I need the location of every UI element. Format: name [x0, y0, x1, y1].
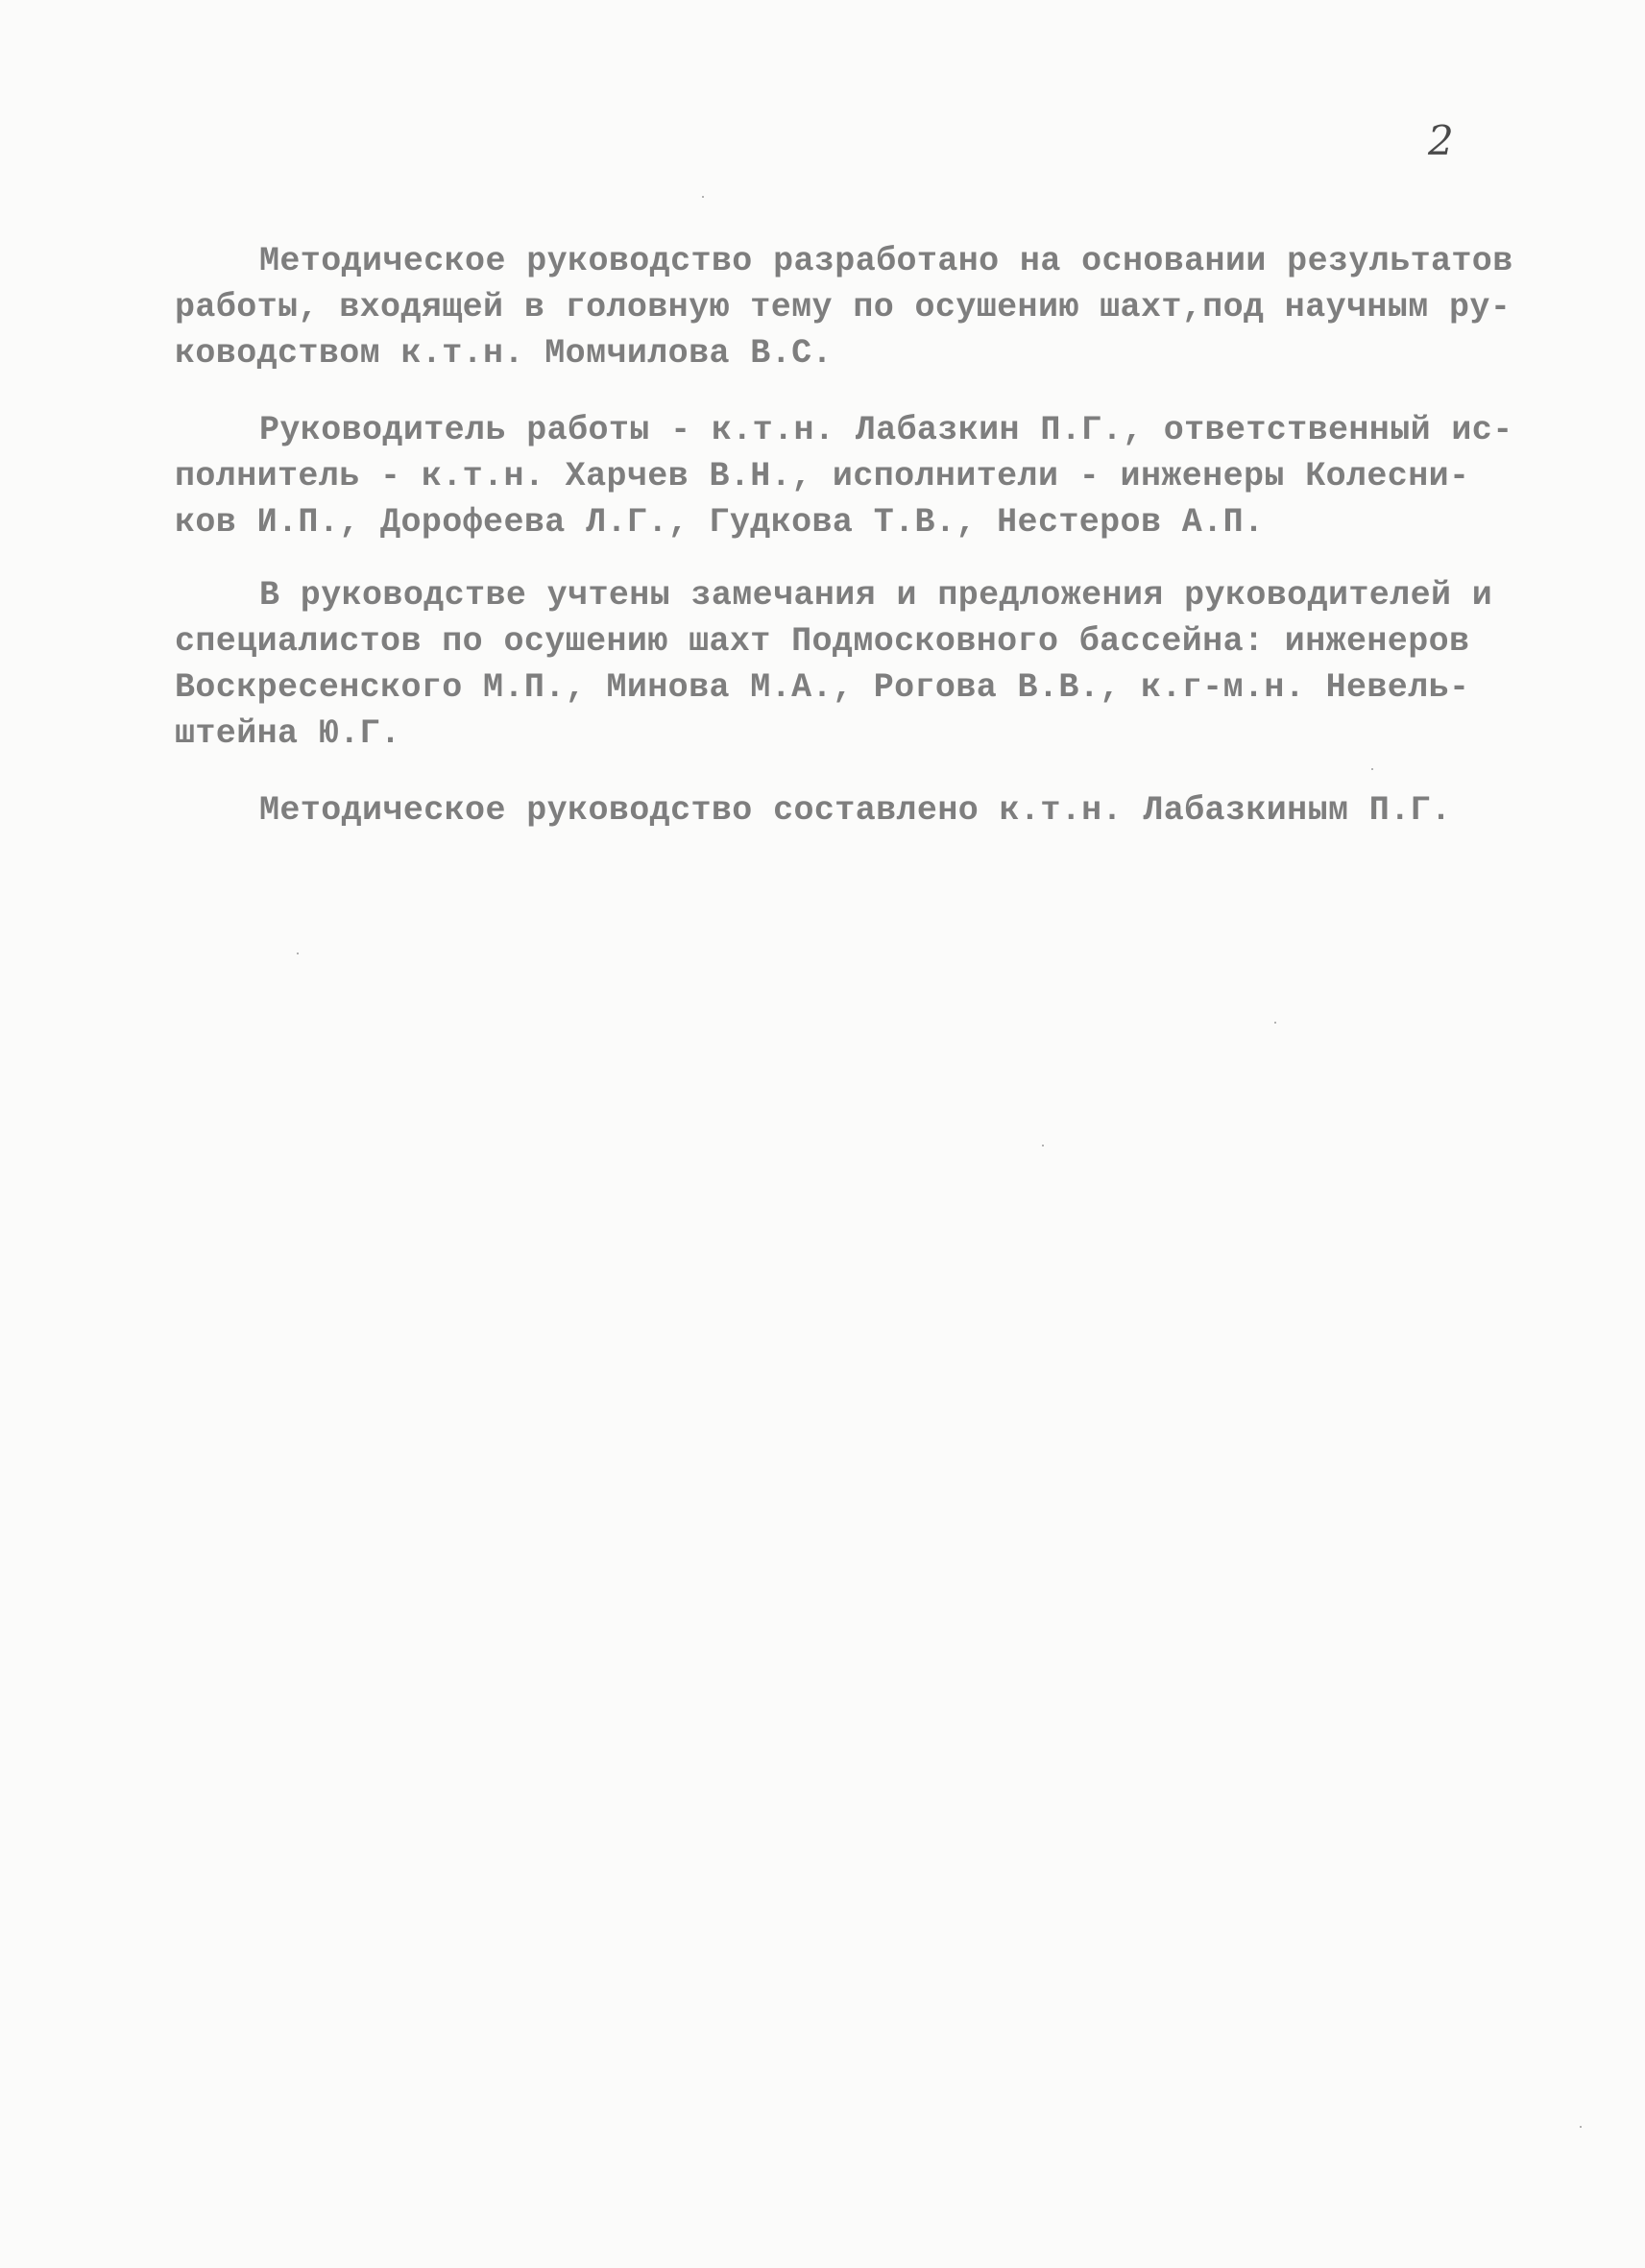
page-number: 2 — [1428, 117, 1454, 164]
text-line: работы, входящей в головную тему по осушению шахт,под научным ру- — [175, 288, 1512, 326]
paragraph-compiler — [175, 787, 1485, 833]
scan-speck — [1371, 768, 1373, 770]
text-line: Руководитель работы - к.т.н. Лабазкин П.Г., ответственный ис- — [259, 411, 1513, 449]
scan-speck — [702, 196, 704, 198]
text-line: ков И.П., Дорофеева Л.Г., Гудкова Т.В., Нестеров А.П. — [175, 503, 1265, 542]
text-line: В руководстве учтены замечания и предложения руководителей и — [259, 576, 1493, 615]
scan-speck — [1274, 1022, 1276, 1024]
text-line: Воскресенского М.П., Минова М.А., Рогова В.В., к.г-м.н. Невель- — [175, 668, 1470, 707]
text-line: полнитель - к.т.н. Харчев В.Н., исполнители - инженеры Колесни- — [175, 457, 1470, 495]
scan-speck — [1042, 1145, 1044, 1146]
paragraph-development-basis — [175, 238, 1513, 376]
scan-speck — [297, 953, 299, 954]
paragraph-reviewers — [175, 572, 1493, 757]
scan-speck — [1580, 2126, 1582, 2128]
text-line: штейна Ю.Г. — [175, 714, 401, 753]
text-line: специалистов по осушению шахт Подмосковного бассейна: инженеров — [175, 622, 1470, 661]
paragraph-authors — [175, 407, 1513, 545]
text-line: ководством к.т.н. Момчилова В.С. — [175, 334, 833, 373]
text-line: Методическое руководство составлено к.т.н. Лабазкиным П.Г. — [259, 791, 1452, 830]
text-line: Методическое руководство разработано на основании результатов — [259, 242, 1513, 280]
